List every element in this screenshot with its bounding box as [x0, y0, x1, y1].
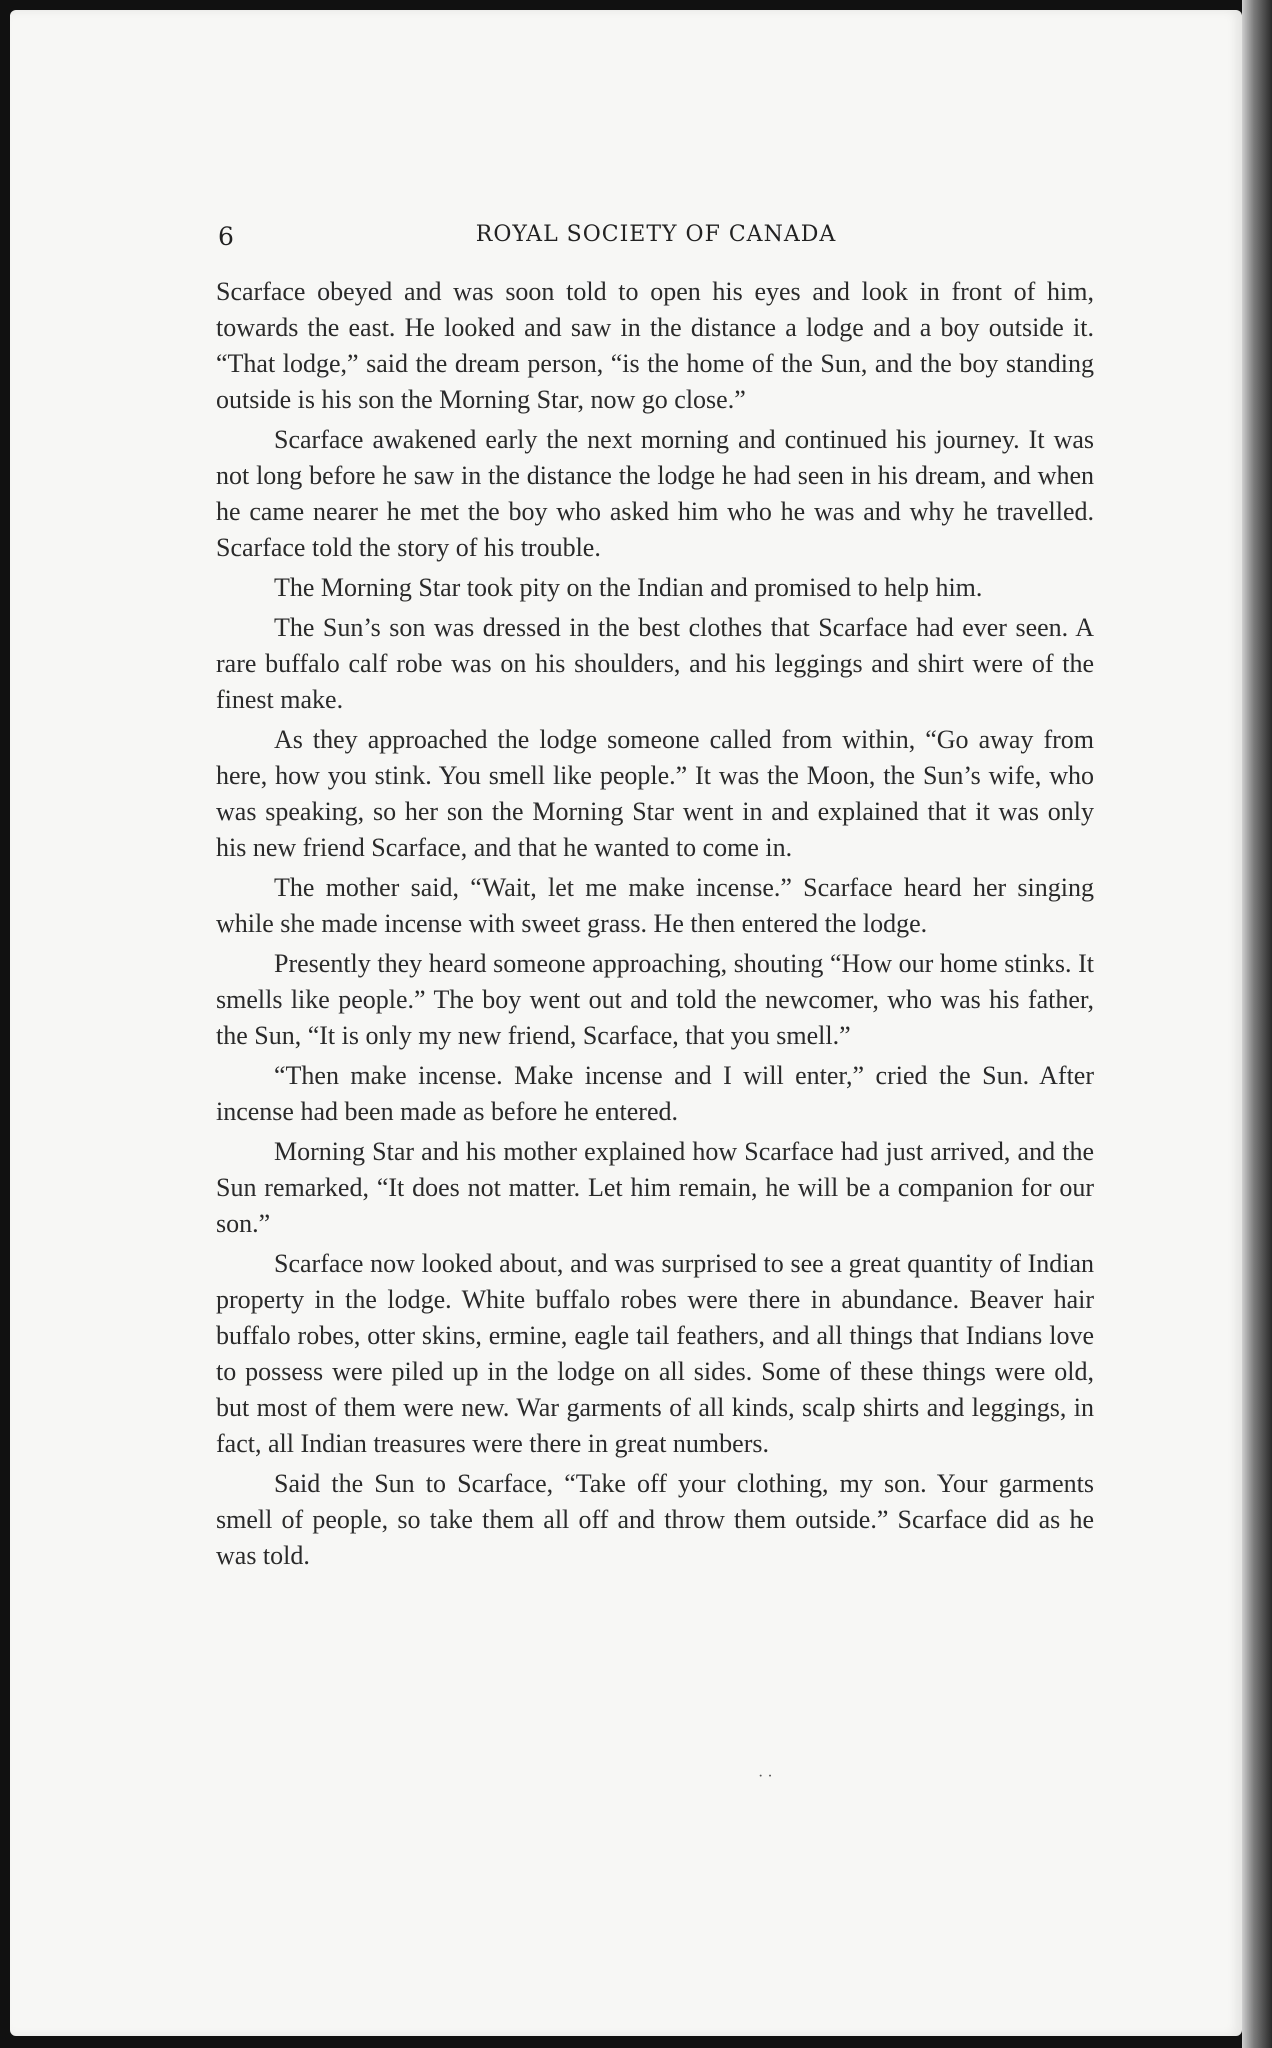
page-header — [218, 222, 1094, 258]
paragraph: Morning Star and his mother explained how Scarface had just arrived, and the Sun remarked, “It does not matter. Let him remain, he will be a companion for our son.” — [216, 1137, 1094, 1238]
body-text — [216, 274, 1094, 1578]
paragraph: As they approached the lodge someone called from within, “Go away from here, how you stink. You smell like people.” It was the Moon, the Sun’s wife, who was speaking, so her son the Morning Star went in and explained that it was only his new friend Scarface, and that he wanted to come in. — [216, 725, 1094, 862]
page-number: 6 — [218, 222, 234, 251]
running-head: ROYAL SOCIETY OF CANADA — [475, 222, 837, 247]
paragraph: Scarface now looked about, and was surprised to see a great quantity of Indian property in the lodge. White buffalo robes were there in abundance. Beaver hair buffalo robes, otter skins, ermine, eagle tail feathers, and all things that Indians love to possess were piled up in the lodge on all sides. Some of these things were old, but most of them were new. War garments of all kinds, scalp shirts and leggings, in fact, all Indian treasures were there in great numbers. — [216, 1249, 1094, 1458]
paragraph: “Then make incense. Make incense and I will enter,” cried the Sun. After incense had been made as before he entered. — [216, 1061, 1094, 1126]
paragraph: The Sun’s son was dressed in the best clothes that Scarface had ever seen. A rare buffalo calf robe was on his shoulders, and his leggings and shirt were of the finest make. — [216, 613, 1094, 714]
paragraph: Scarface awakened early the next morning and continued his journey. It was not long before he saw in the distance the lodge he had seen in his dream, and when he came nearer he met the boy who asked him who he was and why he travelled. Scarface told the story of his trouble. — [216, 425, 1094, 562]
paragraph: The mother said, “Wait, let me make incense.” Scarface heard her singing while she made incense with sweet grass. He then entered the lodge. — [216, 873, 1094, 938]
book-spine-edge — [1242, 0, 1272, 2048]
paragraph: Presently they heard someone approaching, shouting “How our home stinks. It smells like people.” The boy went out and told the newcomer, who was his father, the Sun, “It is only my new friend, Scarface, that you smell.” — [216, 949, 1094, 1050]
paragraph: The Morning Star took pity on the Indian and promised to help him. — [274, 573, 983, 602]
paragraph: Said the Sun to Scarface, “Take off your clothing, my son. Your garments smell of people, so take them all off and throw them outside.” Scarface did as he was told. — [216, 1469, 1094, 1570]
scan-speck: · · — [758, 1768, 773, 1785]
paragraph: Scarface obeyed and was soon told to open his eyes and look in front of him, towards the east. He looked and saw in the distance a lodge and a boy outside it. “That lodge,” said the dream person, “is the home of the Sun, and the boy standing outside is his son the Morning Star, now go close.” — [216, 277, 1094, 414]
